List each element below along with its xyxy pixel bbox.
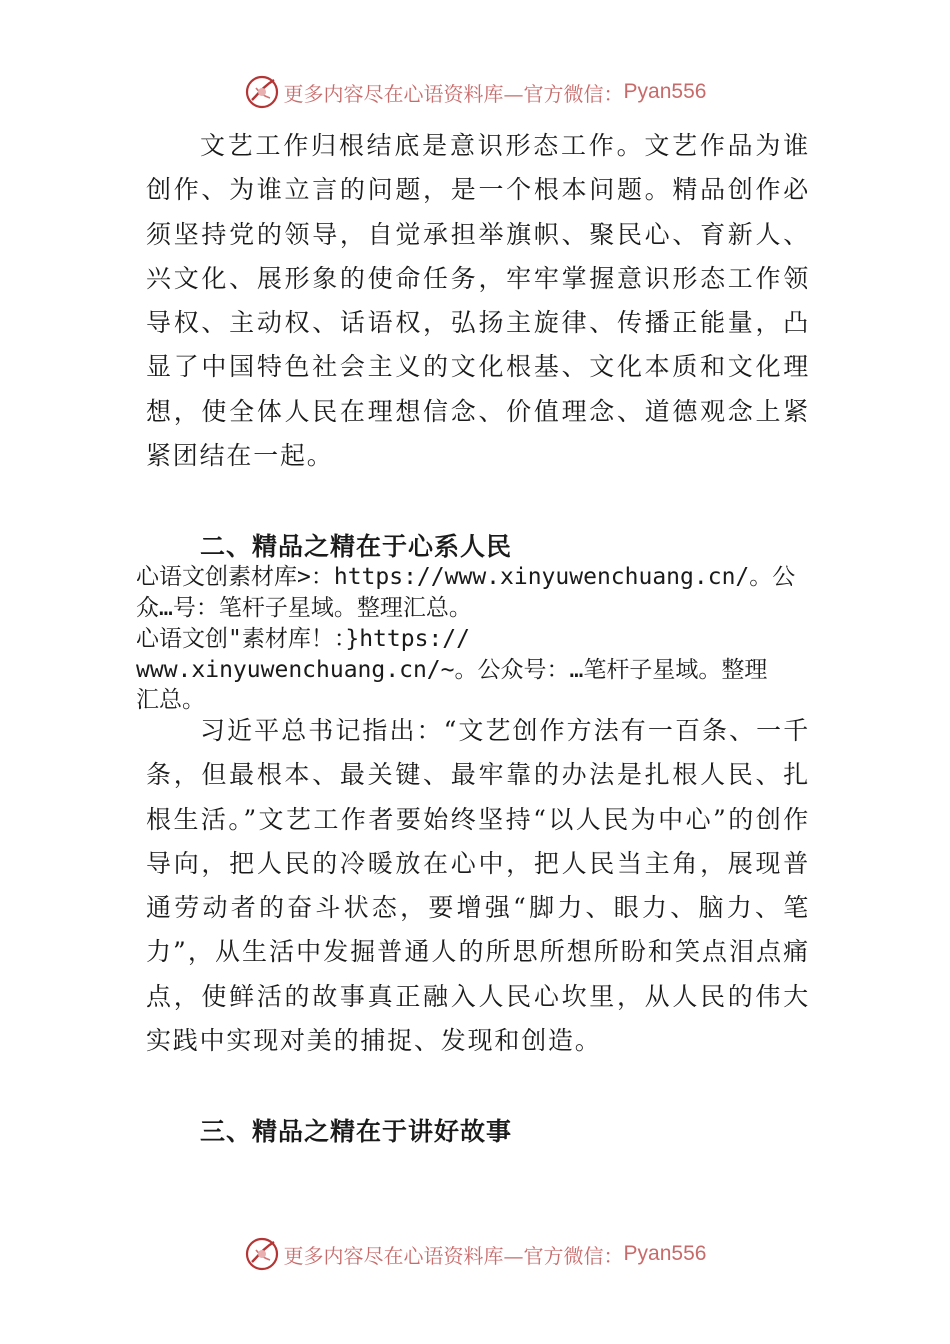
ad-line: 心语文创"素材库！：}https:// [136,626,470,652]
inserted-ad-2 [136,624,836,716]
ad-line: www.xinyuwenchuang.cn/~。公众号：…笔杆子星域。整理 [136,656,768,683]
watermark-header [0,72,950,112]
section-heading-2: 二、精品之精在于心系人民 [200,532,513,561]
inserted-ad-1 [136,562,836,623]
ad-line: 众…号：笔杆子星域。整理汇总。 [136,594,472,621]
section-heading-3: 三、精品之精在于讲好故事 [200,1117,513,1146]
watermark-text: 更多内容尽在心语资料库—官方微信： [283,1243,624,1268]
paragraph-ideology: 文艺工作归根结底是意识形态工作。文艺作品为谁创作、为谁立言的问题，是一个根本问题。精品创作必须坚持党的领导，自觉承担举旗帜、聚民心、育新人、兴文化、展形象的使命任务，牢牢掌握意识形态工作领导权、主动权、话语权，弘扬主旋律、传播正能量，凸显了中国特色社会主义的文化根基、文化本质和文化理想，使全体人民在理想信念、价值理念、道德观念上紧紧团结在一起。 [146,131,810,471]
ad-line: 汇总。 [136,687,205,713]
watermark-footer [0,1234,950,1274]
library-logo-icon [244,1236,280,1272]
watermark-wechat: Pyan556 [623,80,707,103]
paragraph-people: 习近平总书记指出：“文艺创作方法有一百条、一千条，但最根本、最关键、最牢靠的办法是扎根人民、扎根生活。”文艺工作者要始终坚持“以人民为中心”的创作导向，把人民的冷暖放在心中，把人民当主角，展现普通劳动者的奋斗状态，要增强“脚力、眼力、脑力、笔力”，从生活中发掘普通人的所思所想所盼和笑点泪点痛点，使鲜活的故事真正融入人民心坎里，从人民的伟大实践中实现对美的捕捉、发现和创造。 [146,716,810,1056]
watermark-text: 更多内容尽在心语资料库—官方微信： [283,81,624,106]
ad-line: 心语文创素材库>：https://www.xinyuwenchuang.cn/。公 [136,564,796,590]
watermark-wechat: Pyan556 [623,1242,707,1265]
library-logo-icon [244,74,280,110]
